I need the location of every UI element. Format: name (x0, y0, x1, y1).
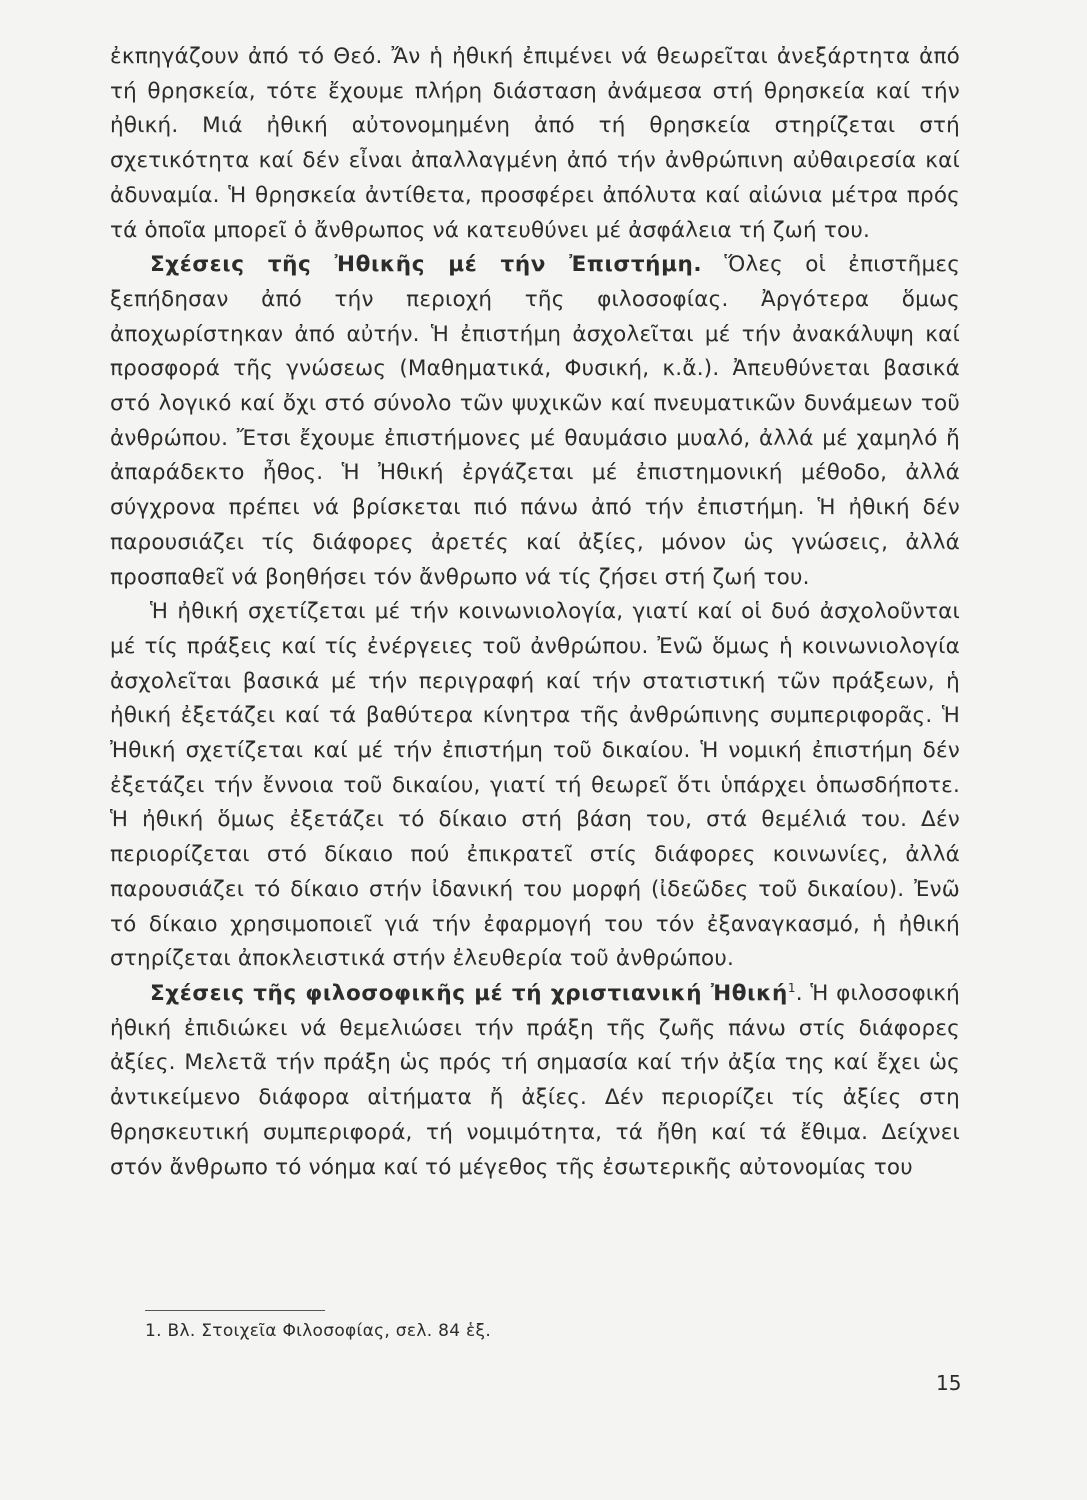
paragraph-2-text: Ὅλες οἱ ἐπιστῆμες ξεπήδησαν ἀπό τήν περιοχή τῆς φιλοσοφίας. Ἀργότερα ὅμως ἀποχωρίστηκαν ἀπό αὐτήν. Ἡ ἐπιστήμη ἀσχολεῖται μέ τήν ἀνακάλυψη καί προσφορά τῆς γνώσεως (Μαθηματικά, Φυσική, κ.ἄ.). Ἀπευθύνεται βασικά στό λογικό καί ὄχι στό σύνολο τῶν ψυχικῶν καί πνευματικῶν δυνάμεων τοῦ ἀνθρώπου. Ἔτσι ἔχουμε ἐπιστήμονες μέ θαυμάσιο μυαλό, ἀλλά μέ χαμηλό ἤ ἀπαράδεκτο ἦθος. Ἡ Ἠθική ἐργάζεται μέ ἐπιστημονική μέθοδο, ἀλλά σύγχρονα πρέπει νά βρίσκεται πιό πάνω ἀπό τήν ἐπιστήμη. Ἡ ἠθική δέν παρουσιάζει τίς διάφορες ἀρετές καί ἀξίες, μόνον ὡς γνώσεις, ἀλλά προσπαθεῖ νά βοηθήσει τόν ἄνθρωπο νά τίς ζήσει στή ζωή του. (110, 252, 961, 590)
paragraph-3: Ἡ ἠθική σχετίζεται μέ τήν κοινωνιολογία, γιατί καί οἱ δυό ἀσχολοῦνται μέ τίς πράξεις καί τίς ἐνέργειες τοῦ ἀνθρώπου. Ἐνῶ ὅμως ἡ κοινωνιολογία ἀσχολεῖται βασικά μέ τήν περιγραφή καί τήν στατιστική τῶν πράξεων, ἡ ἠθική ἐξετάζει καί τά βαθύτερα κίνητρα τῆς ἀνθρώπινης συμπεριφορᾶς. Ἡ Ἠθική σχετίζεται καί μέ τήν ἐπιστήμη τοῦ δικαίου. Ἡ νομική ἐπιστήμη δέν ἐξετάζει τήν ἔννοια τοῦ δικαίου, γιατί τή θεωρεῖ ὅτι ὑπάρχει ὁπωσδήποτε. Ἡ ἠθική ὅμως ἐξετάζει τό δίκαιο στή βάση του, στά θεμέλιά του. Δέν περιορίζεται στό δίκαιο πού ἐπικρατεῖ στίς διάφορες κοινωνίες, ἀλλά παρουσιάζει τό δίκαιο στήν ἰδανική του μορφή (ἰδεῶδες τοῦ δικαίου). Ἐνῶ τό δίκαιο χρησιμοποιεῖ γιά τήν ἐφαρμογή του τόν ἐξαναγκασμό, ἡ ἠθική στηρίζεται ἀποκλειστικά στήν ἐλευθερία τοῦ ἀνθρώπου. (110, 599, 960, 972)
paragraph-1: ἐκπηγάζουν ἀπό τό Θεό. Ἄν ἡ ἠθική ἐπιμένει νά θεωρεῖται ἀνεξάρτητα ἀπό τή θρησκεία, τότε ἔχουμε πλήρη διάσταση ἀνάμεσα στή θρησκεία καί τήν ἠθική. Μιά ἠθική αὐτονομημένη ἀπό τή θρησκεία στηρίζεται στή σχετικότητα καί δέν εἶναι ἀπαλλαγμένη ἀπό τήν ἀνθρώπινη αὐθαιρεσία καί ἀδυναμία. Ἡ θρησκεία ἀντίθετα, προσφέρει ἀπόλυτα καί αἰώνια μέτρα πρός τά ὁποῖα μπορεῖ ὁ ἄνθρωπος νά κατευθύνει μέ ἀσφάλεια τή ζωή του. (110, 44, 960, 243)
footnote-marker: 1 (787, 980, 796, 995)
page-number: 15 (936, 1371, 962, 1395)
section-heading-ethics-science: Σχέσεις τῆς Ἠθικῆς μέ τήν Ἐπιστήμη. (150, 252, 703, 278)
section-heading-philosophical-christian-ethics: Σχέσεις τῆς φιλοσοφικῆς μέ τή χριστιανική Ἠθική (150, 980, 788, 1006)
body-text (110, 40, 960, 1185)
footnote: 1. Βλ. Στοιχεῖα Φιλοσοφίας, σελ. 84 ἑξ. (145, 1321, 492, 1341)
paragraph-4 (110, 977, 960, 1185)
footnote-divider (145, 1310, 325, 1311)
paragraph-4-text: . Ἡ φιλοσοφική ἠθική ἐπιδιώκει νά θεμελιώσει τήν πράξη τῆς ζωῆς πάνω στίς διάφορες ἀξίες. Μελετᾶ τήν πράξη ὡς πρός τή σημασία καί τήν ἀξία της καί ἔχει ὡς ἀντικείμενο διάφορα αἰτήματα ἤ ἀξίες. Δέν περιορίζει τίς ἀξίες στη θρησκευτική συμπεριφορά, τή νομιμότητα, τά ἤθη καί τά ἔθιμα. Δείχνει στόν ἄνθρωπο τό νόημα καί τό μέγεθος τῆς ἐσωτερικῆς αὐτονομίας του (110, 980, 960, 1180)
paragraph-2 (110, 248, 960, 595)
